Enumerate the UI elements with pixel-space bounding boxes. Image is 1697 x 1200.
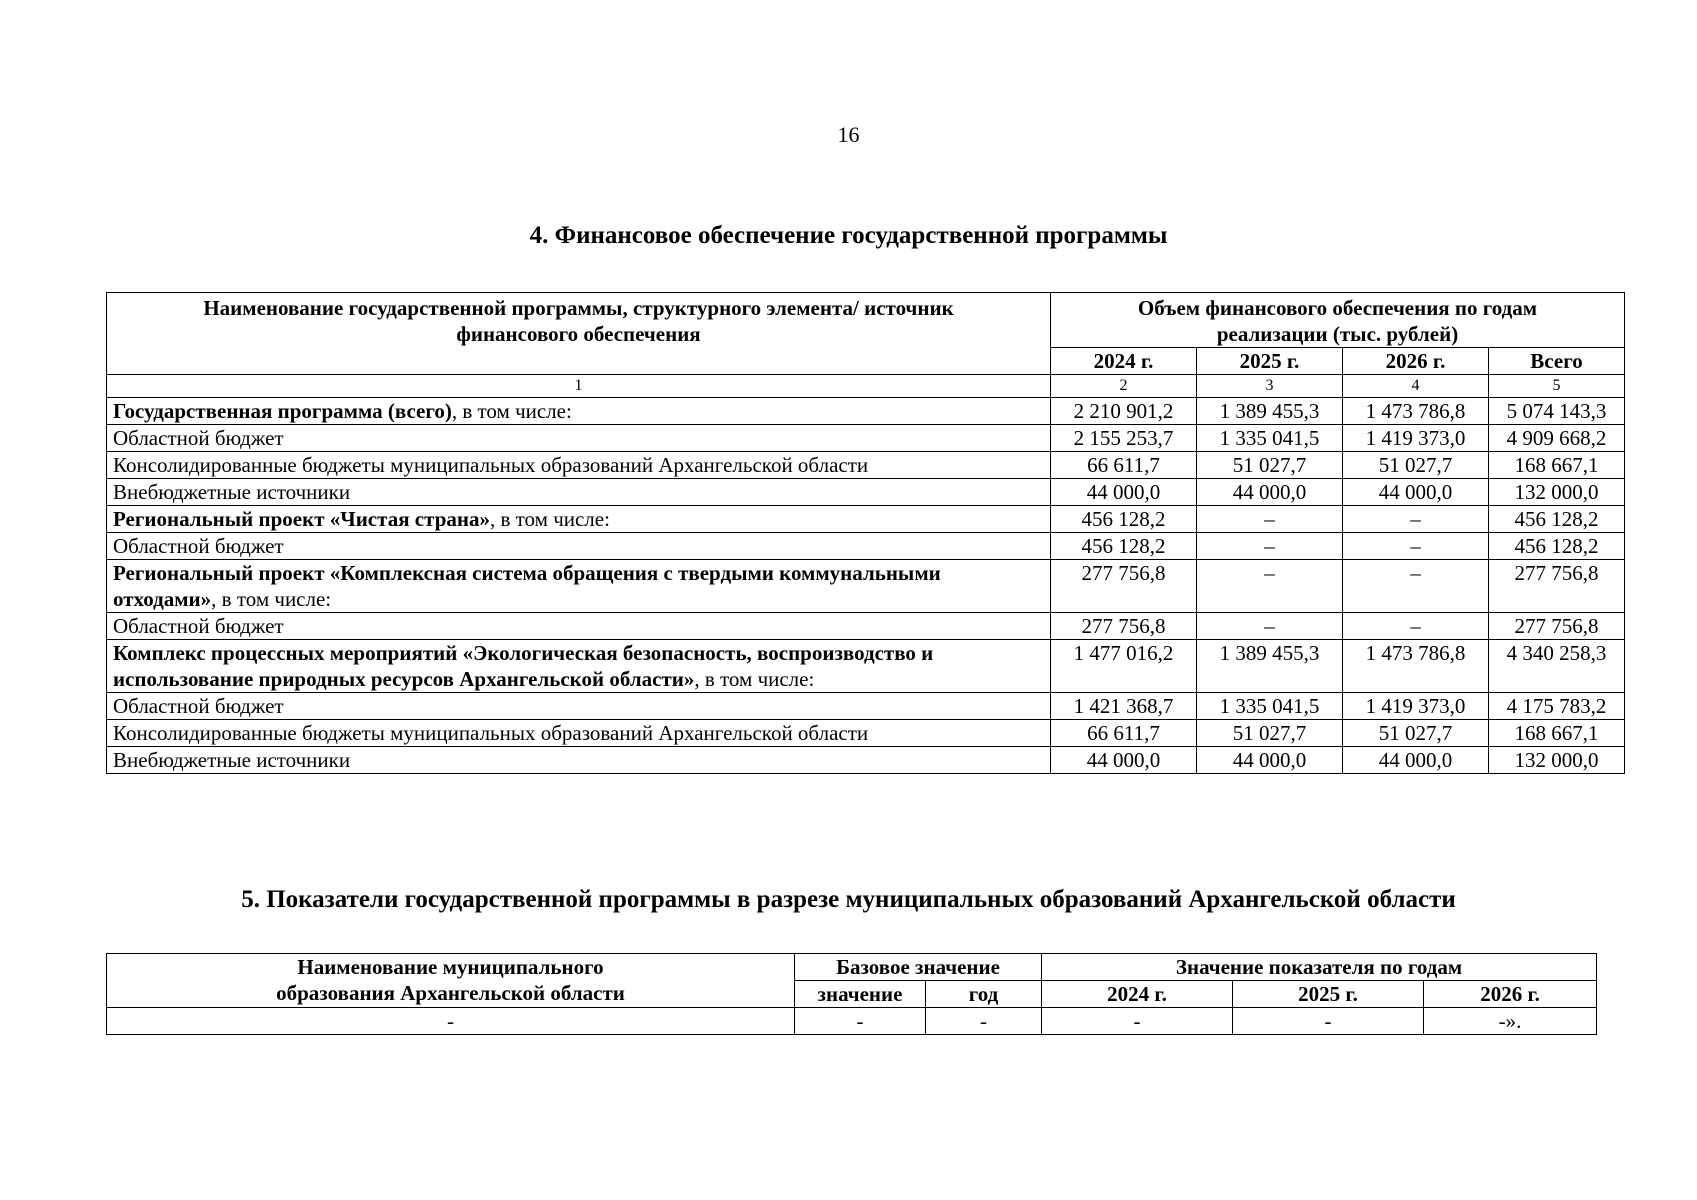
value-2026: –: [1343, 506, 1489, 533]
value-2026: –: [1343, 613, 1489, 640]
value-2025: 1 389 455,3: [1197, 398, 1343, 425]
table-row: [107, 720, 1625, 747]
value-total: 4 909 668,2: [1489, 425, 1625, 452]
value-2025: –: [1197, 613, 1343, 640]
section4-title: 4. Финансовое обеспечение государственной программы: [529, 222, 1168, 249]
value-2024-cell: -: [1042, 1008, 1233, 1035]
value-2026: 51 027,7: [1343, 720, 1489, 747]
value-2025: –: [1197, 533, 1343, 560]
header-base-value: Базовое значение: [795, 954, 1042, 981]
header-yearly-values: Значение показателя по годам: [1042, 954, 1597, 981]
header-year-2025: 2025 г.: [1197, 348, 1343, 375]
header-year-2024: 2024 г.: [1042, 981, 1233, 1008]
value-total: 168 667,1: [1489, 720, 1625, 747]
index-cell: 5: [1489, 375, 1625, 398]
value-2024: 1 421 368,7: [1051, 693, 1197, 720]
value-total: 4 175 783,2: [1489, 693, 1625, 720]
row-label-text: Внебюджетные источники: [113, 748, 351, 772]
table-row: [107, 479, 1625, 506]
value-2025: 1 389 455,3: [1197, 640, 1343, 693]
row-label: [107, 479, 1051, 506]
index-cell: 3: [1197, 375, 1343, 398]
municipality-cell: -: [107, 1008, 795, 1035]
value-total: 456 128,2: [1489, 533, 1625, 560]
row-label-text: , в том числе:: [451, 399, 572, 423]
row-label: [107, 452, 1051, 479]
header-name-column: Наименование государственной программы, структурного элемента/ источник финансового обеспечения: [107, 293, 1051, 375]
row-label-text: Областной бюджет: [113, 534, 284, 558]
row-label-bold: Региональный проект «Комплексная система обращения с твердыми коммунальными отходами»: [113, 561, 941, 611]
value-total: 5 074 143,3: [1489, 398, 1625, 425]
section5-title: 5. Показатели государственной программы в разрезе муниципальных образований Архангельской области: [241, 886, 1456, 913]
table-row: [107, 398, 1625, 425]
value-2024: 66 611,7: [1051, 720, 1197, 747]
value-2026: 1 473 786,8: [1343, 640, 1489, 693]
header-volume-column: Объем финансового обеспечения по годам реализации (тыс. рублей): [1051, 293, 1625, 348]
value-2024: 1 477 016,2: [1051, 640, 1197, 693]
value-2026: 1 419 373,0: [1343, 425, 1489, 452]
value-2024: 456 128,2: [1051, 506, 1197, 533]
value-2026-cell: -».: [1424, 1008, 1597, 1035]
header-year-2026: 2026 г.: [1343, 348, 1489, 375]
table-row: [107, 640, 1625, 693]
value-2025: 44 000,0: [1197, 479, 1343, 506]
value-total: 132 000,0: [1489, 479, 1625, 506]
table-row: [107, 1008, 1597, 1035]
value-2025: –: [1197, 560, 1343, 613]
table-row: [107, 452, 1625, 479]
header-base-value-year: год: [926, 981, 1042, 1008]
row-label-bold: Комплекс процессных мероприятий «Экологическая безопасность, воспроизводство и использование природных ресурсов Архангельской области»: [113, 641, 934, 691]
table-row: [107, 693, 1625, 720]
value-2024: 2 155 253,7: [1051, 425, 1197, 452]
header-municipality-column: Наименование муниципального образования Архангельской области: [107, 954, 795, 1008]
value-2024: 456 128,2: [1051, 533, 1197, 560]
row-label-text: Консолидированные бюджеты муниципальных образований Архангельской области: [113, 453, 869, 477]
row-label: [107, 398, 1051, 425]
row-label-text: , в том числе:: [211, 587, 332, 611]
header-total: Всего: [1489, 348, 1625, 375]
indicators-table: [106, 953, 1597, 1035]
row-label-text: Консолидированные бюджеты муниципальных образований Архангельской области: [113, 721, 869, 745]
row-label: [107, 425, 1051, 452]
row-label: [107, 640, 1051, 693]
value-2025-cell: -: [1233, 1008, 1424, 1035]
value-2026: –: [1343, 533, 1489, 560]
header-year-2024: 2024 г.: [1051, 348, 1197, 375]
value-2024: 2 210 901,2: [1051, 398, 1197, 425]
value-2025: –: [1197, 506, 1343, 533]
value-total: 4 340 258,3: [1489, 640, 1625, 693]
row-label-text: Областной бюджет: [113, 694, 284, 718]
table-row: [107, 533, 1625, 560]
table-row: [107, 613, 1625, 640]
table-row: [107, 747, 1625, 774]
value-total: 456 128,2: [1489, 506, 1625, 533]
row-label-text: Областной бюджет: [113, 426, 284, 450]
value-2025: 1 335 041,5: [1197, 425, 1343, 452]
row-label: [107, 747, 1051, 774]
value-2025: 51 027,7: [1197, 452, 1343, 479]
value-2025: 1 335 041,5: [1197, 693, 1343, 720]
index-cell: 1: [107, 375, 1051, 398]
value-total: 132 000,0: [1489, 747, 1625, 774]
row-label: [107, 613, 1051, 640]
base-year-cell: -: [926, 1008, 1042, 1035]
value-2025: 44 000,0: [1197, 747, 1343, 774]
row-label: [107, 560, 1051, 613]
page-number: 16: [837, 122, 860, 147]
value-2026: 1 419 373,0: [1343, 693, 1489, 720]
row-label-text: Областной бюджет: [113, 614, 284, 638]
header-year-2026: 2026 г.: [1424, 981, 1597, 1008]
value-2024: 277 756,8: [1051, 560, 1197, 613]
table-row: [107, 506, 1625, 533]
row-label: [107, 693, 1051, 720]
index-cell: 2: [1051, 375, 1197, 398]
base-value-cell: -: [795, 1008, 926, 1035]
value-2026: 44 000,0: [1343, 747, 1489, 774]
value-2024: 66 611,7: [1051, 452, 1197, 479]
value-2026: 1 473 786,8: [1343, 398, 1489, 425]
table-row: [107, 425, 1625, 452]
row-label: [107, 533, 1051, 560]
row-label-bold: Государственная программа (всего): [113, 399, 452, 423]
value-2026: 51 027,7: [1343, 452, 1489, 479]
row-label: [107, 720, 1051, 747]
value-total: 168 667,1: [1489, 452, 1625, 479]
row-label-text: Внебюджетные источники: [113, 480, 351, 504]
financing-table: [106, 292, 1625, 774]
value-2025: 51 027,7: [1197, 720, 1343, 747]
header-year-2025: 2025 г.: [1233, 981, 1424, 1008]
table-row: [107, 560, 1625, 613]
row-label: [107, 506, 1051, 533]
row-label-text: , в том числе:: [694, 667, 815, 691]
value-2024: 44 000,0: [1051, 747, 1197, 774]
value-2024: 44 000,0: [1051, 479, 1197, 506]
index-cell: 4: [1343, 375, 1489, 398]
value-2026: –: [1343, 560, 1489, 613]
value-2024: 277 756,8: [1051, 613, 1197, 640]
header-base-value-value: значение: [795, 981, 926, 1008]
value-2026: 44 000,0: [1343, 479, 1489, 506]
value-total: 277 756,8: [1489, 613, 1625, 640]
row-label-bold: Региональный проект «Чистая страна»: [113, 507, 490, 531]
row-label-text: , в том числе:: [489, 507, 610, 531]
value-total: 277 756,8: [1489, 560, 1625, 613]
